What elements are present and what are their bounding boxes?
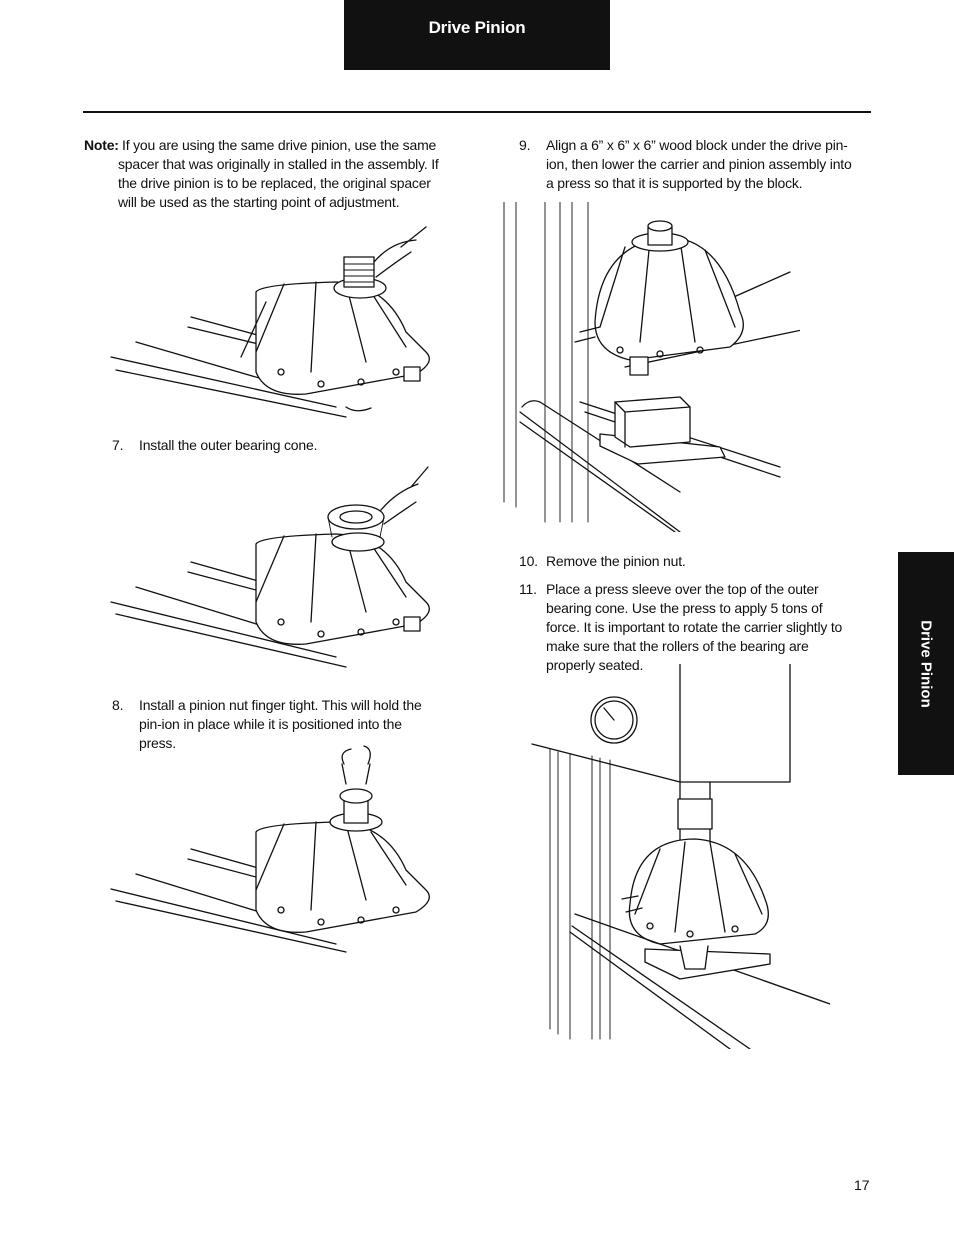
step-10 [519,552,854,571]
note-paragraph [84,136,444,212]
page-header-tab [344,0,610,70]
header-title: Drive Pinion [428,18,526,37]
side-section-tab [898,552,954,775]
figure-press-sleeve-gauge [530,664,830,1049]
note-label: Note: [84,137,119,153]
header-rule [83,111,871,113]
page-number: 17 [854,1177,870,1193]
step-7 [112,436,442,455]
step-10-text: Remove the pinion nut. [546,553,686,569]
step-9-number: 9. [519,137,531,153]
step-11-text: Place a press sleeve over the top of the outer bearing cone. Use the press to apply 5 tons of force. It is important to rotate the carrier slightly to make sure that the rollers of the bearing are properly seated. [546,581,843,673]
step-10-number: 10. [519,553,538,569]
step-8-number: 8. [112,697,124,713]
figure-carrier-pinion [106,222,446,422]
step-11-number: 11. [519,581,537,597]
note-text: If you are using the same drive pinion, use the same spacer that was originally in stalled in the assembly. If the drive pinion is to be replaced, the original spacer will be used as the starting point of adjustment. [118,137,439,210]
step-9-text: Align a 6” x 6” x 6” wood block under the drive pin-ion, then lower the carrier and pinion assembly into a press so that it is supported by the block. [546,137,852,191]
figure-pinion-nut [106,744,446,954]
figure-outer-bearing-cone [106,462,446,672]
step-7-text: Install the outer bearing cone. [139,437,318,453]
side-tab-label: Drive Pinion [917,619,935,708]
figure-press-wood-block [500,202,800,532]
step-7-number: 7. [112,437,124,453]
step-11 [519,580,854,675]
step-9 [519,136,854,193]
step-8-text: Install a pinion nut finger tight. This will hold the pin-ion in place while it is positioned into the press. [139,697,422,751]
